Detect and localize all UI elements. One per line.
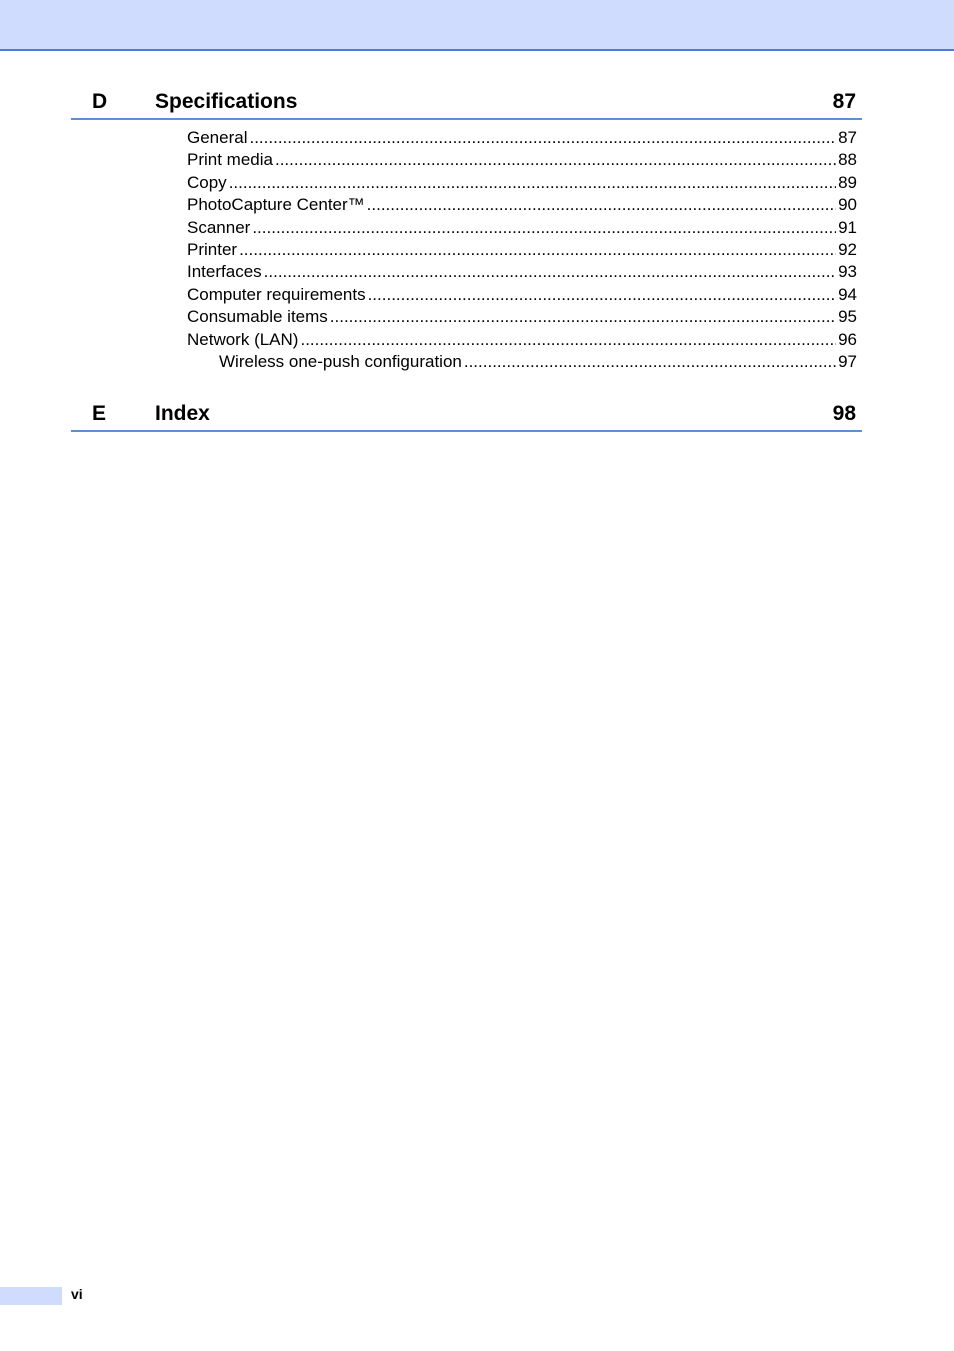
toc-entry-scanner[interactable] xyxy=(187,217,857,239)
toc-entry-computer-requirements[interactable] xyxy=(187,284,857,306)
dot-leader xyxy=(367,194,836,216)
chapter-letter: E xyxy=(92,402,107,425)
toc-entry-page: 87 xyxy=(838,128,857,147)
toc-entry-label: Printer xyxy=(187,239,238,259)
toc-entry-label: General xyxy=(187,128,248,147)
toc-entry-photocapture-center[interactable] xyxy=(187,194,857,216)
dot-leader xyxy=(300,329,836,351)
chapter-heading-d xyxy=(71,82,862,120)
toc-entry-network-lan[interactable] xyxy=(187,329,857,351)
toc-entry-interfaces[interactable] xyxy=(187,261,857,283)
dot-leader xyxy=(275,149,836,171)
toc-entry-page: 88 xyxy=(838,150,857,170)
footer-page-number: vi xyxy=(71,1286,83,1302)
toc-entry-consumable-items[interactable] xyxy=(187,306,857,328)
toc-entry-label: Computer requirements xyxy=(187,284,366,304)
toc-entry-label: Consumable items xyxy=(187,307,328,327)
toc-entries-d xyxy=(187,127,857,373)
toc-entry-page: 97 xyxy=(838,351,857,371)
toc-entry-page: 92 xyxy=(838,239,857,259)
footer-tab xyxy=(0,1287,62,1305)
chapter-letter: D xyxy=(92,90,108,113)
toc-entry-page: 90 xyxy=(838,195,857,215)
dot-leader xyxy=(464,351,836,373)
dot-leader xyxy=(252,217,836,239)
toc-entry-label: PhotoCapture Center™ xyxy=(187,195,365,215)
dot-leader xyxy=(368,284,837,306)
chapter-page-number: 87 xyxy=(832,90,856,113)
chapter-page-number: 98 xyxy=(832,402,856,425)
toc-entry-label: Scanner xyxy=(187,217,251,237)
toc-entry-page: 93 xyxy=(838,262,857,282)
dot-leader xyxy=(239,239,836,261)
dot-leader xyxy=(330,306,836,328)
dot-leader xyxy=(264,261,836,283)
toc-entry-page: 91 xyxy=(838,217,857,237)
toc-entry-wireless-one-push[interactable] xyxy=(187,351,857,373)
toc-entry-general[interactable] xyxy=(187,127,857,149)
toc-entry-label: Wireless one-push configuration xyxy=(219,351,462,371)
toc-entry-label: Copy xyxy=(187,172,227,192)
toc-entry-page: 89 xyxy=(838,172,857,192)
toc-entry-page: 94 xyxy=(838,284,857,304)
toc-entry-copy[interactable] xyxy=(187,172,857,194)
chapter-heading-e xyxy=(71,394,862,432)
toc-entry-page: 95 xyxy=(838,307,857,327)
toc-entry-label: Network (LAN) xyxy=(187,329,299,349)
toc-entry-page: 96 xyxy=(838,329,857,349)
toc-entry-label: Interfaces xyxy=(187,262,262,282)
dot-leader xyxy=(229,172,836,194)
toc-entry-label: Print media xyxy=(187,150,273,170)
chapter-title: Specifications xyxy=(155,90,298,113)
toc-entry-print-media[interactable] xyxy=(187,149,857,171)
header-band xyxy=(0,0,954,51)
toc-entry-printer[interactable] xyxy=(187,239,857,261)
chapter-title: Index xyxy=(155,402,210,425)
dot-leader xyxy=(249,127,836,149)
